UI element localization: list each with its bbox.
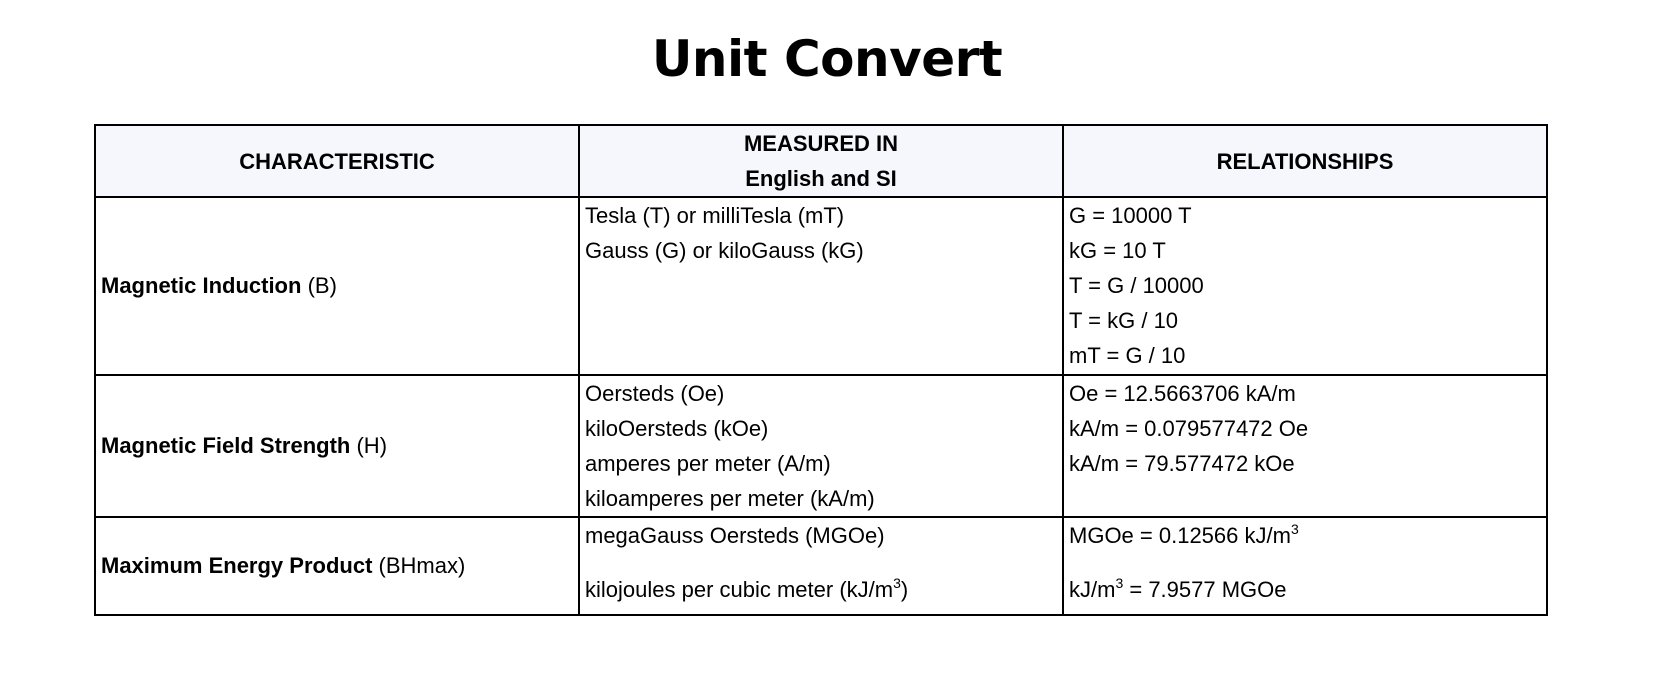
measured-unit: kiloamperes per meter (kA/m) bbox=[585, 486, 875, 511]
relationships-cell bbox=[1063, 375, 1547, 517]
measured-unit: Gauss (G) or kiloGauss (kG) bbox=[585, 238, 864, 263]
relationship bbox=[1069, 518, 1546, 566]
measured-cell bbox=[579, 375, 1063, 517]
table-row bbox=[95, 375, 1547, 517]
relationship: G = 10000 T bbox=[1069, 203, 1192, 228]
unit-conversion-table bbox=[94, 124, 1548, 616]
superscript: 3 bbox=[1115, 575, 1124, 591]
measured-unit: Oersteds (Oe) bbox=[585, 381, 725, 406]
measured-unit-text-after: ) bbox=[900, 577, 909, 602]
measured-cell bbox=[579, 197, 1063, 375]
relationship: mT = G / 10 bbox=[1069, 343, 1186, 368]
measured-unit: megaGauss Oersteds (MGOe) bbox=[585, 523, 885, 548]
characteristic-cell bbox=[95, 197, 579, 375]
header-characteristic: CHARACTERISTIC bbox=[95, 125, 579, 197]
measured-cell bbox=[579, 517, 1063, 615]
relationship: kA/m = 0.079577472 Oe bbox=[1069, 416, 1309, 441]
superscript: 3 bbox=[1290, 521, 1299, 537]
header-measured-line-1: MEASURED IN bbox=[743, 131, 898, 156]
relationship: Oe = 12.5663706 kA/m bbox=[1069, 381, 1296, 406]
measured-unit: Tesla (T) or milliTesla (mT) bbox=[585, 203, 845, 228]
table-row bbox=[95, 517, 1547, 615]
relationships-cell bbox=[1063, 197, 1547, 375]
table-row bbox=[95, 197, 1547, 375]
relationship: T = G / 10000 bbox=[1069, 273, 1204, 298]
header-relationships: RELATIONSHIPS bbox=[1063, 125, 1547, 197]
measured-unit: kiloOersteds (kOe) bbox=[585, 416, 769, 441]
relationship: kA/m = 79.577472 kOe bbox=[1069, 451, 1295, 476]
measured-unit-text: kilojoules per cubic meter (kJ/m bbox=[585, 577, 894, 602]
relationship-text: MGOe = 0.12566 kJ/m bbox=[1069, 523, 1291, 548]
characteristic-name: Maximum Energy Product bbox=[101, 553, 373, 578]
relationship-text: kJ/m bbox=[1069, 577, 1116, 602]
superscript: 3 bbox=[893, 575, 901, 591]
characteristic-symbol: (B) bbox=[307, 273, 337, 298]
header-measured-in bbox=[579, 125, 1063, 197]
relationship: T = kG / 10 bbox=[1069, 308, 1179, 333]
relationship: kG = 10 T bbox=[1069, 238, 1166, 263]
characteristic-cell bbox=[95, 517, 579, 615]
characteristic-cell bbox=[95, 375, 579, 517]
measured-unit: amperes per meter (A/m) bbox=[585, 451, 831, 476]
characteristic-symbol: (BHmax) bbox=[378, 553, 466, 578]
measured-unit bbox=[585, 566, 1062, 614]
page-title: Unit Convert bbox=[651, 30, 1003, 88]
table-header-row bbox=[95, 125, 1547, 197]
characteristic-name: Magnetic Field Strength bbox=[101, 433, 351, 458]
relationship-text-after: = 7.9577 MGOe bbox=[1123, 577, 1287, 602]
relationships-cell bbox=[1063, 517, 1547, 615]
header-measured-line-2: English and SI bbox=[745, 166, 897, 191]
characteristic-name: Magnetic Induction bbox=[101, 273, 302, 298]
relationship bbox=[1069, 566, 1546, 614]
characteristic-symbol: (H) bbox=[356, 433, 388, 458]
